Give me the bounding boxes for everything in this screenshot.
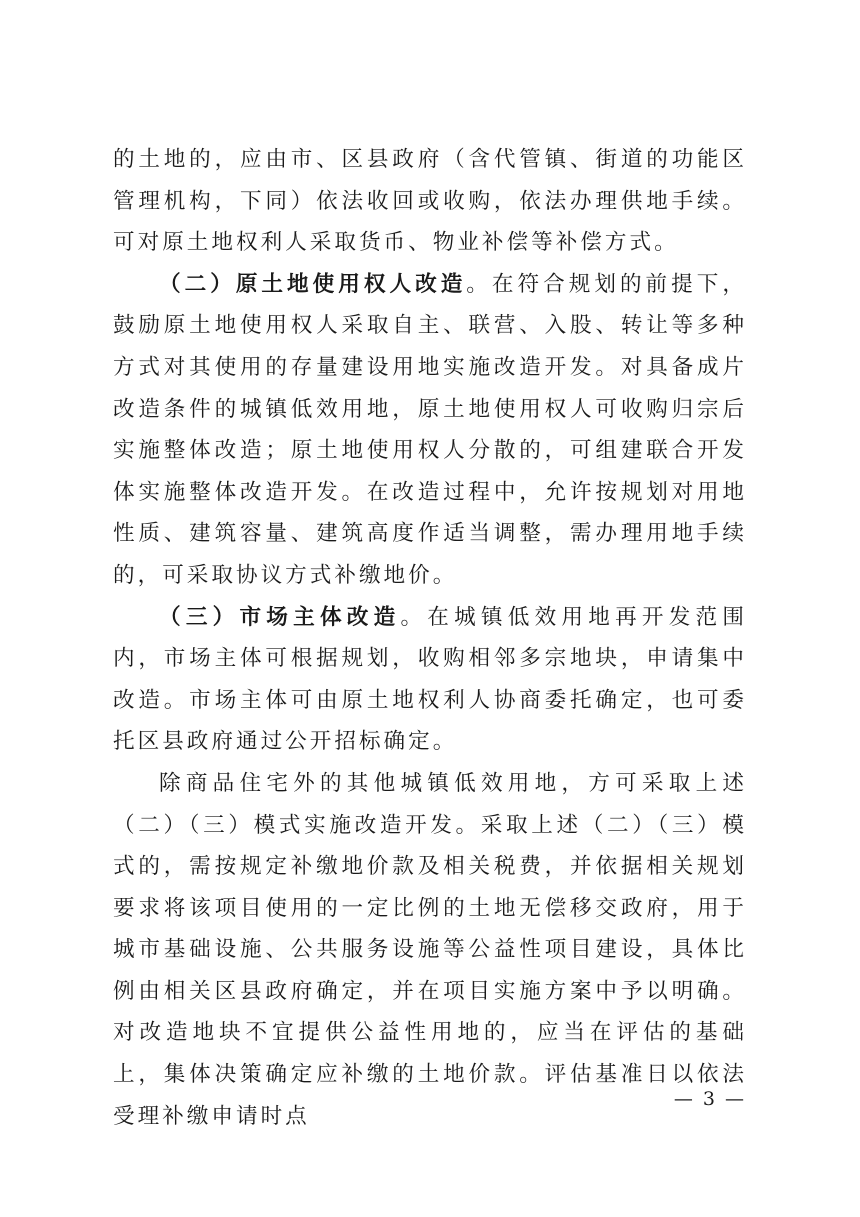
paragraph-original-user-renovation (113, 264, 747, 597)
paragraph-3-text: 。在城镇低效用地再开发范围内，市场主体可根据规划，收购相邻多宗地块，申请集中改造。市场主体可由原土地权利人协商委托确定，也可委托区县政府通过公开招标确定。 (113, 604, 747, 755)
paragraph-1-text: 的土地的，应由市、区县政府（含代管镇、街道的功能区管理机构，下同）依法收回或收购，依法办理供地手续。可对原土地权利人采取货币、物业补偿等补偿方式。 (113, 147, 747, 256)
document-body (113, 139, 747, 1137)
paragraph-3-heading: （三）市场主体改造 (159, 604, 401, 630)
paragraph-2-text: 。在符合规划的前提下，鼓励原土地使用权人采取自主、联营、入股、转让等多种方式对其使用的存量建设用地实施改造开发。对具备成片改造条件的城镇低效用地，原土地使用权人可收购归宗后实施整体改造；原土地使用权人分散的，可组建联合开发体实施整体改造开发。在改造过程中，允许按规划对用地性质、建筑容量、建筑高度作适当调整，需办理用地手续的，可采取协议方式补缴地价。 (113, 271, 747, 588)
paragraph-4-text: 除商品住宅外的其他城镇低效用地，方可采取上述（二）（三）模式实施改造开发。采取上述（二）（三）模式的，需按规定补缴地价款及相关税费，并依据相关规划要求将该项目使用的一定比例的土地无偿移交政府，用于城市基础设施、公共服务设施等公益性项目建设，具体比例由相关区县政府确定，并在项目实施方案中予以明确。对改造地块不宜提供公益性用地的，应当在评估的基础上，集体决策确定应补缴的土地价款。评估基准日以依法受理补缴申请时点 (113, 770, 747, 1129)
paragraph-non-residential-land (113, 763, 747, 1137)
paragraph-market-entity-renovation (113, 597, 747, 763)
page-number: — 3 — (673, 1088, 746, 1110)
paragraph-2-heading: （二）原土地使用权人改造 (159, 271, 467, 297)
paragraph-continued (113, 139, 747, 264)
